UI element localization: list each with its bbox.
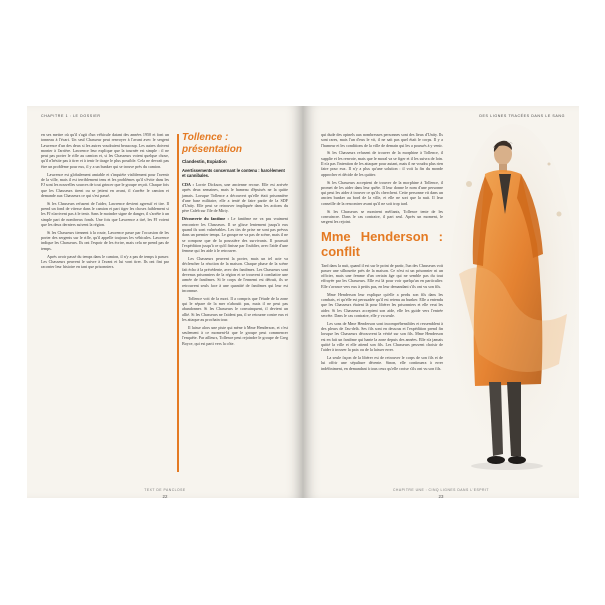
- paragraph-lead: CDA :: [182, 182, 194, 187]
- sidebar-paragraph: [182, 216, 288, 253]
- sidebar-paragraph: [182, 182, 288, 214]
- paragraph: Mme Henderson leur explique qu'elle a perdu son fils dans les combats, et qu'elle est persuadée qu'il est retenu au bunker. Elle a entendu que les Chasseurs étaient là pour libérer les prisonniers et elle veut les aider. Si les Chasseurs acceptent son aide, elle les guide vers l'entrée secrète. Dans le cas contraire, elle y va seule.: [321, 291, 443, 318]
- paragraph: La seule façon de la libérer est de retrouver le corps de son fils et de lui offrir une sépulture décente. Sinon, elle continuera à errer indéfiniment, en demandant à tous ceux qu'elle croise s'ils ont vu son fils.: [321, 355, 443, 371]
- page-number-left: 22: [162, 494, 168, 498]
- running-head-right: DES LIGNES TRACÉES DANS LE SANG: [479, 114, 565, 118]
- tollence-sidebar: [182, 132, 288, 349]
- paragraph: Si les Chasseurs se montrent méfiants, Tollence tente de les convaincre. Dans le cas contraire, il part seul. Après un moment, le sergent les rejoint.: [321, 208, 443, 225]
- sidebar-paragraph: [182, 256, 288, 293]
- sidebar-title: Tollence : présentation: [182, 132, 243, 155]
- paragraph: qui dude des opinels aux nombreuses personnes sont des lieux d'Unity. Ils sont rares, mais l'un d'eux le vit, il ne sait pas quel était le corps. Il y a l'humeur et les conditions de la ville de demain qui les a poussés à y venir.: [321, 132, 443, 148]
- paragraph-text: Tollence voit de la mort. Il a compris que l'étude de la zone qui le sépare de la mer n'aboutit pas, mais il ne peut pas abandonner. Si les Chasseurs le convainquent, il devient un allié. Si les Chasseurs ne l'aident pas, il se retourne contre eux et les attaque au prochain tour.: [182, 295, 288, 322]
- paragraph-lead: Découverte du fantôme :: [182, 216, 229, 222]
- right-column-1: [321, 132, 443, 374]
- footer-right: CHAPITRE UNE : CINQ LIGNES DANS L'ESPRIT: [392, 488, 489, 492]
- right-page: [303, 106, 579, 498]
- section-title: Mme Henderson : conflit: [321, 228, 443, 259]
- page-number-right: 23: [438, 494, 444, 498]
- paragraph-text: Le fantôme ne va pas vraiment rencontrer les Chasseurs. Il se glisse lentement jusqu'à eux quand ils sont vulnérables. Les tirs de prise ne sont pas prévus dans un premier temps. Le groupe ne va pas de scène, mais il ne se compose que de la poussière des survivants. Il poursuit l'expédition jusqu'à ce qu'il finisse par l'oublier, avec l'aide d'une femme qui les aide à le retrouver.: [182, 216, 288, 254]
- paragraph: Tard dans la nuit, quand il est sur le point de partir, l'un des Chasseurs voit passer une silhouette près de la maison. Ce n'est ni un prisonnier ni un officier, mais une femme d'un certain âge qui ne semble pas du tout effrayée par les Chasseurs. Elle est là pour voir quelqu'un en particulier. Elle s'avance vers eux à petits pas, en leur demandant s'ils ont vu son fils.: [321, 262, 443, 289]
- sidebar-paragraph: [182, 296, 288, 322]
- character-illustration: [449, 124, 577, 489]
- paragraph: Les sons de Mme Henderson sont incompréhensibles et ressemblent à des pleurs de l'au-delà. Ses fils sont en dessous et l'expédition prend fin lorsque les Chasseurs découvrent la vérité sur son fils. Mme Henderson est en fait un fantôme qui hante la zone depuis des années. Elle n'a jamais quitté la ville et elle attend son fils. Les Chasseurs peuvent choisir de l'aider à trouver la paix ou de la laisser errer.: [321, 320, 443, 353]
- paragraph: Si les Chasseurs acceptent de trouver de la morphine à Tollence, il promet de les aider dans leur quête. Il leur donne le nom d'une personne qui peut les aider à trouver ce qu'ils cherchent. Cette personne vit dans un ancien bunker au bord de la ville, et elle ne sort que la nuit. Il leur conseille de la rencontrer avant qu'il ne soit trop tard.: [321, 179, 443, 206]
- left-column-1: [41, 132, 169, 272]
- sidebar-body: [182, 182, 288, 346]
- sidebar-subtitle: Clandestin, Expiation: [182, 159, 227, 164]
- content-warning: Avertissements concernant le contenu : harcèlement et cannibales.: [182, 168, 285, 178]
- book-spread: [27, 106, 579, 498]
- sidebar-paragraph: [182, 325, 288, 346]
- paragraph: Si les Chasseurs refusent de trouver de la morphine à Tollence, il supplie et les renvoie, mais que le moral va se figer et il les suivra de loin. Il n'a pas l'intention de les attaquer pour autant, mais il ne voudra plus rien faire pour eux. Il n'y a plus qu'une solution : il voit la fin du monde approcher et décide de les quitter.: [321, 150, 443, 177]
- paragraph: en ses mettre où qu'il s'agit d'un véhicule datant des années 1950 et font un tonneau à l'écart. Un seul Chasseur peut renvoyer à l'avant avec le sergent Lawrence d'un des deux si les autres voudraient beaucoup. Les autres doivent monter à l'arrière. Lawrence leur explique que la tournée est simple : il ne peut pas porter le rifle au camion et, si les Chasseurs voient quelque chose, qu'il n'hésite pas à tirer et à tenir le tirage le plus possible. Cela ne devrait pas être un problème pour eux, il y a un bunker qui se trouve près du camion.: [41, 132, 169, 169]
- paragraph-text: Les Chasseurs peuvent la porter, mais un tel acte va déclencher la réaction de la maison. Chaque phase de la scène fait écho à la précédente, avec des fantômes. Les Chasseurs sont devenus prisonniers de la région et se trouvent à combattre une armée de fantômes. Si le corps de l'ennemi est détruit, ils se retrouvent seuls face à une quantité de fantômes qui leur est inconnue.: [182, 256, 288, 293]
- paragraph: Après avoir passé du temps dans le camion, il n'y a pas de temps à passer. Les Chasseurs peuvent le suivre à l'avant et lui vont tirer. Ils ont fini par raconter leur histoire en tant que prisonniers.: [41, 253, 169, 270]
- sidebar-accent-bar: [177, 134, 179, 472]
- paragraph: Si les Chasseurs tiennent à la route, Lawrence passe par l'occasion de les porter des sergents sur le rifle, qu'il appelle toujours les véhicules. Lawrence indique les Chasseurs. Ils ont l'espoir de les écrire, mais cela ne prend pas de temps.: [41, 229, 169, 251]
- paragraph: Lawrence est globalement amiable et s'inquiète visiblement pour l'avenir de la ville, mais il est terriblement tenu et les problèmes qu'il s'évite dans les FJ sont les nouvelles sources de tout grincer que le groupe reçoit. Chaque fois que les Chasseurs tirent ou se jettent en avant, il s'arrête le camion et demande aux Chasseurs ce qui s'est passé.: [41, 171, 169, 198]
- paragraph-text: Lorrie Dickson, une ancienne recrue. Elle est arrivée après deux semaines, mais le hameau d'épuisés ne la quitte jamais. Lorsque Tollence a découvert qu'elle était prisonnière d'une base militaire, elle a tenté de faire partie de la SDF d'Unity. Elle peut se retrouver impliquée dans les actions du père Caleb sur l'ile de Mirty.: [182, 182, 289, 214]
- footer-left: TEXT DE PANCLOSE: [144, 488, 186, 492]
- running-head-left: CHAPITRE 1 : LE DOSSIER: [41, 114, 101, 118]
- paragraph: Si les Chasseurs refusent de l'aider, Lawrence devient agressif et tire. Il prend un fond de vitesse dans le camion et part tiger les choses faiblement si les FJ n'arrivent pas à le tenir. Sans le moindre signe de danger, il s'arrête à un simple pari de nombreux fonds. Une fois que Lawrence a tiré, les FJ voient que les deux derniers suivent la région.: [41, 200, 169, 227]
- left-page: [27, 106, 303, 498]
- paragraph-text: Il laisse alors une piste qui mène à Mme Henderson, et c'est seulement à ce moment-là que le groupe peut commencer l'enquête. Par ailleurs, Tollence peut rejoindre le groupe de Greg Boyce, qui est parti vers la côte.: [182, 324, 288, 346]
